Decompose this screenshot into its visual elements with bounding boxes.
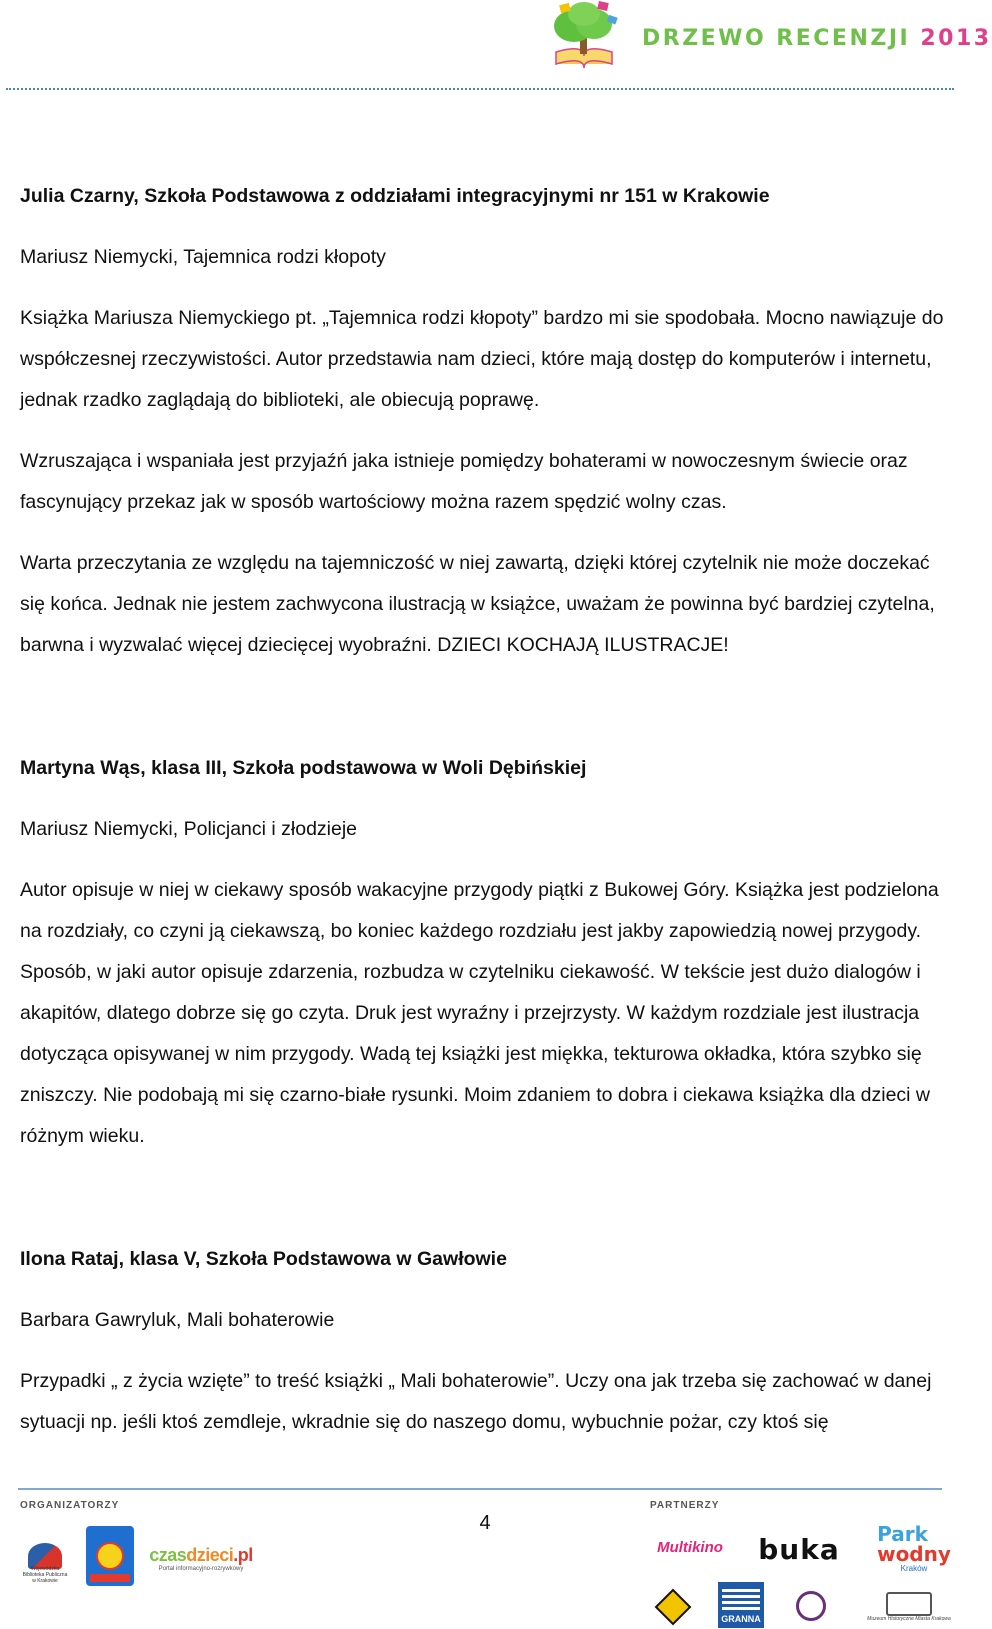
entry-spacer <box>20 686 950 748</box>
circle-emblem-icon <box>796 1591 826 1621</box>
review-paragraph: Autor opisuje w niej w ciekawy sposób wakacyjne przygody piątki z Bukowej Góry. Książka jest podzielona na rozdziały, co czyni ją ciekawszą, bo koniec każdego rozdziału jest jakby zapowiedzią nowej przygody. Sposób, w jaki autor opisuje zdarzenia, rozbudza w czytelniku ciekawość. W tekście jest dużo dialogów i akapitów, dlatego dobrze się go czyta. Druk jest wyraźny i przejrzysty. W każdym rozdziale jest ilustracja dotycząca opisywanej w nim przygody. Wadą tej książki jest miękka, tekturowa okładka, która szybko się zniszczy. Nie podobają mi się czarno-białe rysunki. Moim zdaniem to dobra i ciekawa książka dla dzieci w różnym wieku. <box>20 879 939 1147</box>
granna-logo <box>718 1582 764 1628</box>
czasdzieci-logo <box>146 1532 256 1584</box>
partners-label: PARTNERZY <box>650 1500 720 1511</box>
page-number: 4 <box>479 1512 491 1534</box>
page-footer <box>0 1486 960 1629</box>
logo-title: DRZEWO RECENZJI 2013 <box>642 26 992 51</box>
building-icon <box>886 1592 932 1616</box>
warning-sign-icon <box>654 1586 692 1628</box>
smiley-icon <box>96 1542 124 1570</box>
bajka-logo-band <box>90 1574 130 1582</box>
park-wodny-wordmark: Park wodny <box>877 1521 951 1566</box>
bajka-logo <box>86 1526 134 1586</box>
review-book: Mariusz Niemycki, Policjanci i złodzieje <box>20 818 358 840</box>
review-entry <box>20 176 950 666</box>
review-paragraph: Książka Mariusza Niemyckiego pt. „Tajemnica rodzi kłopoty” bardzo mi sie spodobała. Mocno nawiązuje do współczesnej rzeczywistości. Autor przedstawia nam dzieci, które mają dostęp do komputerów i internetu, jednak rzadko zaglądają do biblioteki, ale obiecują poprawę. <box>20 307 944 411</box>
review-paragraph: Przypadki „ z życia wzięte” to treść książki „ Mali bohaterowie”. Uczy ona jak trzeba się zachować w danej sytuacji np. jeśli ktoś zemdleje, wkradnie się do naszego domu, wybuchnie pożar, czy ktoś się <box>20 1370 932 1433</box>
tree-book-icon <box>540 0 626 72</box>
review-book: Barbara Gawryluk, Mali bohaterowie <box>20 1309 335 1331</box>
czasdzieci-tagline: Portal informacyjno-rozrywkowy <box>158 1565 244 1572</box>
footer-divider <box>18 1488 942 1490</box>
park-wodny-logo <box>870 1522 958 1574</box>
review-book: Mariusz Niemycki, Tajemnica rodzi kłopoty <box>20 246 386 268</box>
review-entry <box>20 748 950 1157</box>
museum-logo-text: Muzeum Historyczne Miasta Krakowa <box>867 1616 951 1622</box>
review-author: Ilona Rataj, klasa V, Szkoła Podstawowa w Gawłowie <box>20 1248 507 1270</box>
review-paragraph: Warta przeczytania ze względu na tajemniczość w niej zawartą, dzięki której czytelnik nie może doczekać się końca. Jednak nie jestem zachwycona ilustracją w książce, uważam że powinna być bardziej czytelna, barwna i wyzwalać więcej dziecięcej wyobraźni. DZIECI KOCHAJĄ ILUSTRACJE! <box>20 552 935 656</box>
multikino-logo: Multikino <box>657 1538 723 1556</box>
reviews-content <box>20 176 950 1463</box>
museum-logo <box>862 1586 956 1628</box>
czasdzieci-wordmark: czasdzieci.pl <box>149 1544 253 1565</box>
review-author: Julia Czarny, Szkoła Podstawowa z oddziałami integracyjnymi nr 151 w Krakowie <box>20 185 770 207</box>
organizers-label: ORGANIZATORZY <box>20 1500 120 1511</box>
granna-stripes <box>722 1586 760 1610</box>
wbp-logo <box>22 1528 68 1584</box>
granna-wordmark: GRANNA <box>721 1614 761 1624</box>
review-paragraph: Wzruszająca i wspaniała jest przyjaźń jaka istnieje pomiędzy bohaterami w nowoczesnym świecie oraz fascynujący przekaz jak w sposób wartościowy można razem spędzić wolny czas. <box>20 450 908 513</box>
logo-year: 2013 <box>920 26 992 51</box>
buka-logo: buka <box>758 1532 840 1566</box>
park-wodny-city: Kraków <box>900 1563 928 1573</box>
review-entry <box>20 1239 950 1443</box>
review-author: Martyna Wąs, klasa III, Szkoła podstawowa w Woli Dębińskiej <box>20 757 587 779</box>
wbp-logo-text: Wojewódzka Biblioteka Publiczna w Krakowie <box>22 1566 68 1584</box>
page-header <box>0 0 992 92</box>
header-divider <box>6 88 954 90</box>
mhmk-logo <box>790 1584 832 1628</box>
entry-spacer <box>20 1177 950 1239</box>
